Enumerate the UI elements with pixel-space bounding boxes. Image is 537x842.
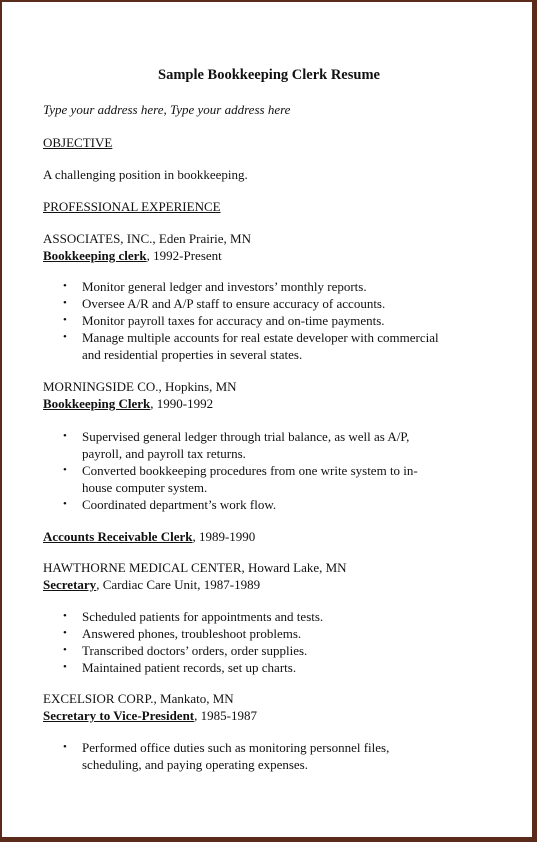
job-duties-list [43, 739, 503, 773]
list-item: • Scheduled patients for appointments and tests. [63, 609, 324, 624]
bullet-icon: • [63, 644, 67, 656]
resume-title: Sample Bookkeeping Clerk Resume [158, 67, 380, 83]
list-item: • Answered phones, troubleshoot problems. [63, 626, 302, 641]
bullet-icon: • [63, 297, 67, 309]
objective-text: A challenging position in bookkeeping. [43, 167, 248, 182]
bullet-icon: • [63, 430, 67, 442]
list-item: • Maintained patient records, set up charts. [63, 660, 297, 675]
list-item: • Transcribed doctors’ orders, order supplies. [63, 643, 308, 658]
list-item: • Converted bookkeeping procedures from one write system to in- [63, 463, 418, 478]
list-item: • Manage multiple accounts for real estate developer with commercial [63, 330, 439, 345]
job-dates: , 1985-1987 [194, 708, 257, 723]
list-item: • Supervised general ledger through trial balance, as well as A/P, [63, 429, 410, 444]
job-title-line [43, 247, 222, 264]
list-item-continuation: and residential properties in several states. [82, 347, 303, 362]
list-item: • Monitor general ledger and investors’ monthly reports. [63, 279, 367, 294]
job-role: Secretary to Vice-President [43, 708, 195, 723]
list-item-continuation: house computer system. [82, 480, 208, 495]
bullet-icon: • [63, 498, 67, 510]
address-line: Type your address here, Type your address here [43, 102, 291, 117]
list-item: • Performed office duties such as monitoring personnel files, [63, 740, 390, 755]
bullet-icon: • [63, 741, 67, 753]
job-dates: , 1990-1992 [150, 396, 214, 411]
job-role: Bookkeeping Clerk [43, 396, 151, 411]
job-employer: EXCELSIOR CORP., Mankato, MN [43, 691, 234, 706]
job-duties-list [43, 608, 503, 676]
bullet-icon: • [63, 464, 67, 476]
job-title-line [43, 528, 255, 545]
job-title-line [43, 395, 213, 412]
job-employer: ASSOCIATES, INC., Eden Prairie, MN [43, 231, 251, 246]
job-dates: , 1989-1990 [192, 529, 256, 544]
job-role: Accounts Receivable Clerk [43, 529, 193, 544]
bullet-icon: • [63, 661, 67, 673]
experience-heading: PROFESSIONAL EXPERIENCE [43, 199, 221, 214]
job-employer: HAWTHORNE MEDICAL CENTER, Howard Lake, MN [43, 560, 347, 575]
list-item: • Oversee A/R and A/P staff to ensure accuracy of accounts. [63, 296, 386, 311]
job-duties-list [43, 428, 503, 513]
bullet-icon: • [63, 610, 67, 622]
job-role: Bookkeeping clerk [43, 248, 147, 263]
job-title-line [43, 576, 260, 593]
job-employer: MORNINGSIDE CO., Hopkins, MN [43, 379, 237, 394]
list-item-continuation: scheduling, and paying operating expenses. [82, 757, 308, 772]
bullet-icon: • [63, 280, 67, 292]
list-item-continuation: payroll, and payroll tax returns. [82, 446, 246, 461]
job-dates: , Cardiac Care Unit, 1987-1989 [96, 577, 261, 592]
job-title-line [43, 707, 257, 724]
job-role: Secretary [43, 577, 97, 592]
objective-heading: OBJECTIVE [43, 135, 113, 150]
job-duties-list [43, 278, 503, 363]
bullet-icon: • [63, 331, 67, 343]
resume-page [2, 2, 532, 837]
bullet-icon: • [63, 314, 67, 326]
list-item: • Monitor payroll taxes for accuracy and on-time payments. [63, 313, 385, 328]
list-item: • Coordinated department’s work flow. [63, 497, 277, 512]
job-dates: , 1992-Present [146, 248, 222, 263]
bullet-icon: • [63, 627, 67, 639]
